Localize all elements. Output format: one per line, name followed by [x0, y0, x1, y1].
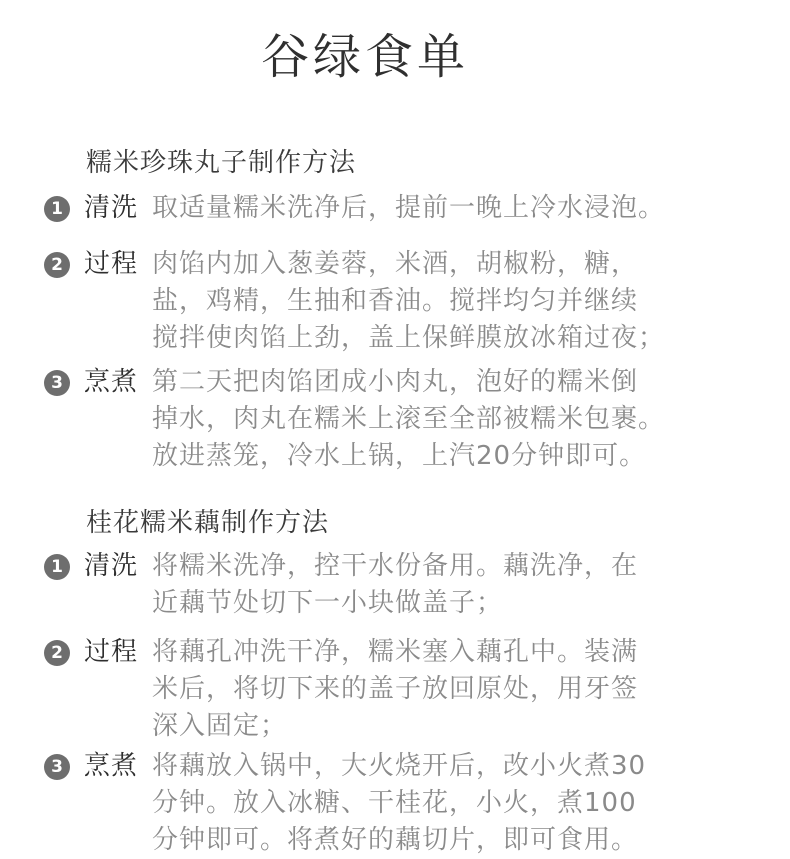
step-number-badge: 2	[44, 640, 70, 666]
step-text	[152, 364, 697, 475]
step-text	[152, 190, 697, 227]
step-label: 过程	[84, 249, 139, 279]
step-label: 烹煮	[84, 367, 139, 397]
step-text	[152, 634, 697, 745]
step-line: 将糯米洗净，控干水份备用。藕洗净，在	[152, 551, 639, 581]
step-line: 分钟。放入冰糖、干桂花，小火，煮100	[152, 788, 637, 818]
step-line: 放进蒸笼，冷水上锅，上汽20分钟即可。	[152, 441, 647, 471]
recipe-title: 桂花糯米藕制作方法	[86, 508, 330, 538]
step-line: 盐，鸡精，生抽和香油。搅拌均匀并继续	[152, 286, 639, 316]
page-title: 谷绿食单	[260, 29, 469, 85]
step-text	[152, 548, 697, 622]
step-number-badge: 3	[44, 370, 70, 396]
step-line: 搅拌使肉馅上劲，盖上保鲜膜放冰箱过夜；	[152, 323, 666, 353]
step-line: 取适量糯米洗净后，提前一晚上冷水浸泡。	[152, 193, 666, 223]
step-text	[152, 748, 697, 859]
step-line: 米后，将切下来的盖子放回原处，用牙签	[152, 674, 639, 704]
step-label: 清洗	[84, 551, 139, 581]
step-label: 过程	[84, 637, 139, 667]
step-line: 将藕放入锅中，大火烧开后，改小火煮30	[152, 751, 647, 781]
step-line: 近藕节处切下一小块做盖子；	[152, 588, 504, 618]
step-text	[152, 246, 697, 357]
step-line: 肉馅内加入葱姜蓉，米酒，胡椒粉，糖，	[152, 249, 639, 279]
step-number-badge: 1	[44, 554, 70, 580]
step-number-badge: 3	[44, 754, 70, 780]
step-label: 烹煮	[84, 751, 139, 781]
step-label: 清洗	[84, 193, 139, 223]
step-number-badge: 2	[44, 252, 70, 278]
step-line: 将藕孔冲洗干净，糯米塞入藕孔中。装满	[152, 637, 639, 667]
step-line: 深入固定；	[152, 711, 288, 741]
step-line: 分钟即可。将煮好的藕切片，即可食用。	[152, 825, 639, 855]
step-line: 第二天把肉馅团成小肉丸，泡好的糯米倒	[152, 367, 639, 397]
recipe-title: 糯米珍珠丸子制作方法	[86, 148, 357, 178]
step-number-badge: 1	[44, 196, 70, 222]
step-line: 掉水，肉丸在糯米上滚至全部被糯米包裹。	[152, 404, 666, 434]
